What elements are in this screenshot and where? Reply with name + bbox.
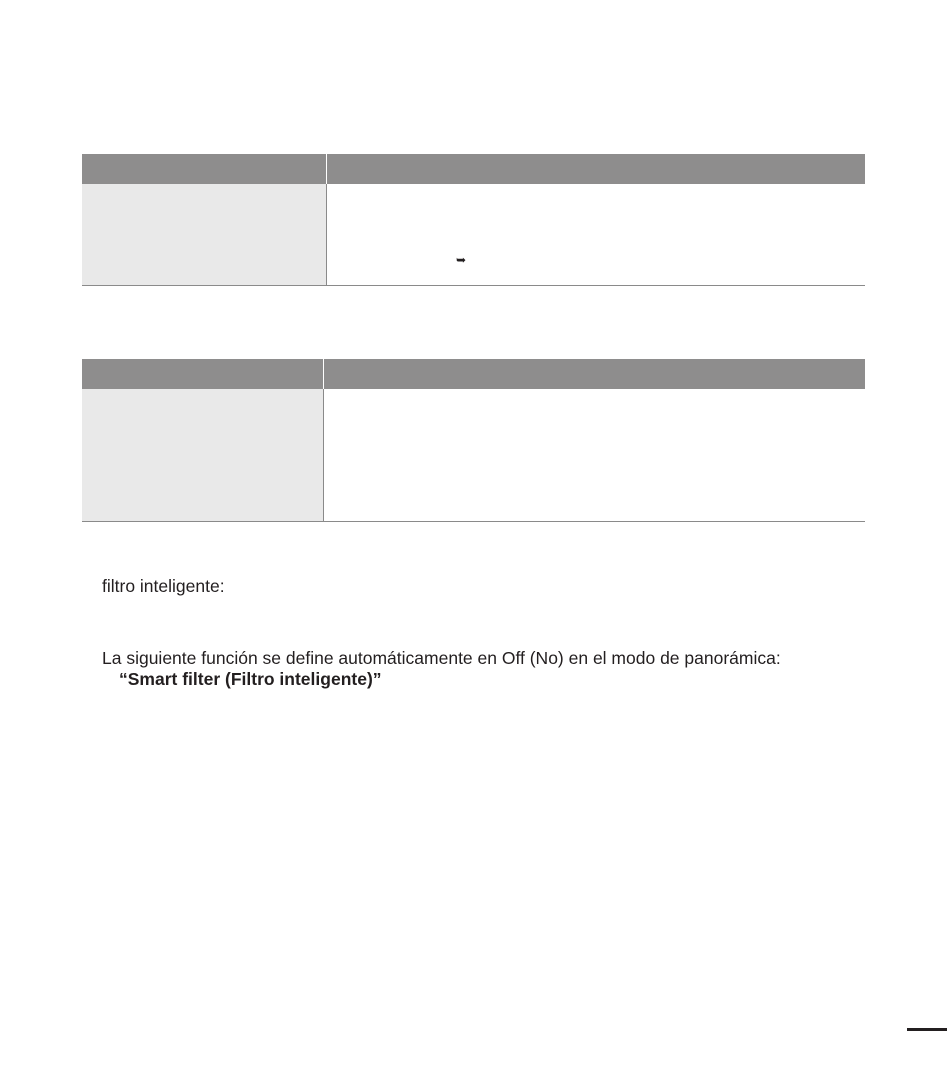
table-1-body-row bbox=[82, 184, 865, 285]
table-1-header-item-cell bbox=[82, 154, 327, 184]
settings-table-2 bbox=[82, 359, 865, 522]
table-1-item-cell bbox=[82, 184, 327, 285]
settings-table-1 bbox=[82, 154, 865, 286]
smart-filter-name: “Smart filter (Filtro inteligente)” bbox=[119, 669, 382, 689]
smart-filter-label: filtro inteligente: bbox=[102, 576, 225, 596]
table-2-header-row bbox=[82, 359, 865, 389]
table-2-description-cell bbox=[324, 389, 865, 521]
auto-off-note: La siguiente función se define automáticamente en Off (No) en el modo de panorámica: bbox=[102, 648, 781, 668]
table-1-header-row bbox=[82, 154, 865, 184]
table-2-body-row bbox=[82, 389, 865, 521]
table-2-item-cell bbox=[82, 389, 324, 521]
page-edge-bar bbox=[907, 1028, 947, 1031]
table-1-description-cell bbox=[327, 184, 865, 285]
table-2-header-item-cell bbox=[82, 359, 324, 389]
right-arrow-icon: ➥ bbox=[456, 253, 467, 267]
